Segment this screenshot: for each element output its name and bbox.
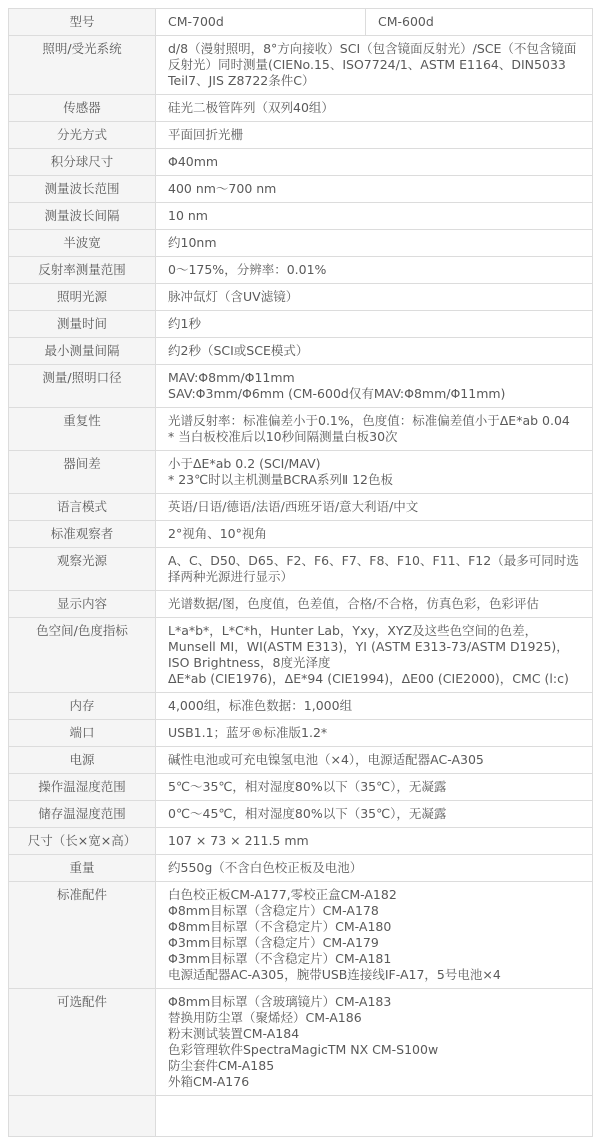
spec-value <box>156 365 593 408</box>
spec-value <box>156 828 593 855</box>
spec-label <box>9 1096 156 1137</box>
row-minimum-interval <box>9 338 593 365</box>
row-optional-accessories <box>9 989 593 1096</box>
spec-value <box>156 203 593 230</box>
row-illumination-viewing-system <box>9 36 593 95</box>
row-observer <box>9 521 593 548</box>
spec-value-line: 光谱反射率：标准偏差小于0.1%，色度值：标准偏差值小于ΔE*ab 0.04 <box>168 413 570 428</box>
spec-value <box>156 521 593 548</box>
spec-value <box>156 257 593 284</box>
spec-label: 色空间/色度指标 <box>9 618 156 693</box>
spec-value-line: Φ8mm目标罩（含玻璃镜片）CM-A183 <box>168 994 392 1009</box>
spec-value-line: Φ8mm目标罩（不含稳定片）CM-A180 <box>168 919 392 934</box>
spec-label: 型号 <box>9 9 156 36</box>
spec-value-line: 替换用防尘罩（聚烯烃）CM-A186 <box>168 1010 362 1025</box>
row-interface <box>9 720 593 747</box>
spec-label: 标准配件 <box>9 882 156 989</box>
spec-value <box>156 855 593 882</box>
spec-value <box>156 618 593 693</box>
spec-label: 器间差 <box>9 451 156 494</box>
spec-label: 半波宽 <box>9 230 156 257</box>
spec-label: 储存温湿度范围 <box>9 801 156 828</box>
spec-value-line: SAV:Φ3mm/Φ6mm (CM-600d仅有MAV:Φ8mm/Φ11mm) <box>168 386 506 401</box>
spec-value-line: 107 × 73 × 211.5 mm <box>168 833 309 848</box>
spec-value <box>156 149 593 176</box>
spec-label: 端口 <box>9 720 156 747</box>
spec-label: 分光方式 <box>9 122 156 149</box>
row-half-bandwidth <box>9 230 593 257</box>
spec-value-line: 约2秒（SCI或SCE模式） <box>168 343 309 358</box>
spec-value <box>156 720 593 747</box>
spec-value <box>156 408 593 451</box>
spec-table <box>8 8 593 1137</box>
spec-value-line: * 23℃时以主机测量BCRA系列Ⅱ 12色板 <box>168 472 394 487</box>
spec-label: 电源 <box>9 747 156 774</box>
row-storage-temperature <box>9 801 593 828</box>
spec-value <box>156 1096 593 1137</box>
spec-value-line: 小于ΔE*ab 0.2 (SCI/MAV) <box>168 456 321 471</box>
spec-value-line: L*a*b*，L*C*h，Hunter Lab，Yxy，XYZ及这些色空间的色差，Munsell MI，WI(ASTM E313)，YI (ASTM E313-73/ASTM D1925)，ISO Brightness，8度光泽度 <box>168 623 569 670</box>
spec-value-line: 英语/日语/德语/法语/西班牙语/意大利语/中文 <box>168 499 419 514</box>
spec-value-line: 平面回折光栅 <box>168 127 244 142</box>
spec-value-line: 外箱CM-A176 <box>168 1074 250 1089</box>
row-integrating-sphere-size <box>9 149 593 176</box>
spec-label: 测量/照明口径 <box>9 365 156 408</box>
row-measurement-time <box>9 311 593 338</box>
spec-value <box>156 693 593 720</box>
spec-label: 测量时间 <box>9 311 156 338</box>
spec-value-line: 色彩管理软件SpectraMagicTM NX CM-S100w <box>168 1042 439 1057</box>
spec-value <box>156 95 593 122</box>
spec-value-line: 约1秒 <box>168 316 201 331</box>
row-language <box>9 494 593 521</box>
row-operating-temperature <box>9 774 593 801</box>
spec-value <box>156 230 593 257</box>
spec-label: 显示内容 <box>9 591 156 618</box>
spec-value <box>156 774 593 801</box>
spec-value-line: 2°视角、10°视角 <box>168 526 267 541</box>
spec-label: 语言模式 <box>9 494 156 521</box>
row-light-source <box>9 284 593 311</box>
spec-value <box>156 36 593 95</box>
spec-value <box>156 284 593 311</box>
spec-value-line: 粉末测试装置CM-A184 <box>168 1026 300 1041</box>
spec-value-line: 0℃～45℃，相对湿度80%以下（35℃），无凝露 <box>168 806 447 821</box>
row-standard-accessories <box>9 882 593 989</box>
spec-value-line: 碱性电池或可充电镍氢电池（×4），电源适配器AC-A305 <box>168 752 484 767</box>
row-power <box>9 747 593 774</box>
spec-value-line: ΔE*ab (CIE1976)，ΔE*94 (CIE1994)，ΔE00 (CIE2000)，CMC (l:c) <box>168 671 569 686</box>
spec-value-line: 约10nm <box>168 235 217 250</box>
spec-value-model-2: CM-600d <box>366 9 593 36</box>
spec-value <box>156 494 593 521</box>
spec-value-line: 4,000组，标准色数据：1,000组 <box>168 698 353 713</box>
row-sensor <box>9 95 593 122</box>
spec-value-line: 防尘套件CM-A185 <box>168 1058 275 1073</box>
spec-value-line: MAV:Φ8mm/Φ11mm <box>168 370 295 385</box>
spec-value-line: Φ8mm目标罩（含稳定片）CM-A178 <box>168 903 379 918</box>
spec-value-line: Φ40mm <box>168 154 219 169</box>
row-illuminant <box>9 548 593 591</box>
row-displayed-data <box>9 591 593 618</box>
spec-label: 操作温湿度范围 <box>9 774 156 801</box>
spec-label: 可选配件 <box>9 989 156 1096</box>
row-weight <box>9 855 593 882</box>
spec-label: 内存 <box>9 693 156 720</box>
row-reflectance-range <box>9 257 593 284</box>
row-partial-cutoff <box>9 1096 593 1137</box>
spec-value <box>156 311 593 338</box>
spec-value-line: d/8（漫射照明，8°方向接收）SCI（包含镜面反射光）/SCE（不包含镜面反射光）同时测量(CIENo.15、ISO7724/1、ASTM E1164、DIN5033 Teil7、JIS Z8722条件C） <box>168 41 577 88</box>
spec-label: 积分球尺寸 <box>9 149 156 176</box>
row-wavelength-pitch <box>9 203 593 230</box>
row-memory <box>9 693 593 720</box>
spec-value <box>156 591 593 618</box>
spec-label: 反射率测量范围 <box>9 257 156 284</box>
spec-value <box>156 451 593 494</box>
spec-value-line: 脉冲氙灯（含UV滤镜） <box>168 289 299 304</box>
row-model <box>9 9 593 36</box>
spec-value-line: 电源适配器AC-A305，腕带USB连接线IF-A17，5号电池×4 <box>168 967 501 982</box>
spec-label: 标准观察者 <box>9 521 156 548</box>
spec-value <box>156 882 593 989</box>
spec-value-line: * 当白板校准后以10秒间隔测量白板30次 <box>168 429 398 444</box>
spec-label: 传感器 <box>9 95 156 122</box>
spec-value-line: 硅光二极管阵列（双列40组） <box>168 100 334 115</box>
spec-value-line: 10 nm <box>168 208 208 223</box>
spec-value-line: 400 nm～700 nm <box>168 181 277 196</box>
spec-value-line: 0～175%，分辨率：0.01% <box>168 262 327 277</box>
spec-value <box>156 122 593 149</box>
spec-value-model-1: CM-700d <box>156 9 366 36</box>
spec-value-line: 约550g（不含白色校正板及电池） <box>168 860 363 875</box>
spec-value-line: Φ3mm目标罩（含稳定片）CM-A179 <box>168 935 379 950</box>
row-wavelength-range <box>9 176 593 203</box>
spec-label: 尺寸（长×宽×高） <box>9 828 156 855</box>
spec-value <box>156 989 593 1096</box>
spec-value-line: 白色校正板CM-A177,零校正盒CM-A182 <box>168 887 397 902</box>
spec-value-line: A、C、D50、D65、F2、F6、F7、F8、F10、F11、F12（最多可同时选择两种光源进行显示） <box>168 553 579 584</box>
spec-value-line: 光谱数据/图，色度值，色差值，合格/不合格，仿真色彩，色彩评估 <box>168 596 539 611</box>
spec-value <box>156 747 593 774</box>
spec-label: 重量 <box>9 855 156 882</box>
row-color-space <box>9 618 593 693</box>
spec-label: 最小测量间隔 <box>9 338 156 365</box>
spec-value-line: 5℃～35℃，相对湿度80%以下（35℃），无凝露 <box>168 779 447 794</box>
row-dimensions <box>9 828 593 855</box>
spec-label: 重复性 <box>9 408 156 451</box>
spec-value-line: USB1.1；蓝牙®标准版1.2* <box>168 725 328 740</box>
spec-label: 测量波长范围 <box>9 176 156 203</box>
spec-label: 照明/受光系统 <box>9 36 156 95</box>
row-repeatability <box>9 408 593 451</box>
spec-label: 观察光源 <box>9 548 156 591</box>
spec-label: 测量波长间隔 <box>9 203 156 230</box>
spec-value <box>156 176 593 203</box>
spec-value <box>156 548 593 591</box>
row-measurement-area <box>9 365 593 408</box>
spec-value <box>156 801 593 828</box>
row-inter-instrument-agreement <box>9 451 593 494</box>
spec-label: 照明光源 <box>9 284 156 311</box>
spec-value <box>156 338 593 365</box>
spec-value-line: Φ3mm目标罩（不含稳定片）CM-A181 <box>168 951 392 966</box>
row-spectral-separation <box>9 122 593 149</box>
